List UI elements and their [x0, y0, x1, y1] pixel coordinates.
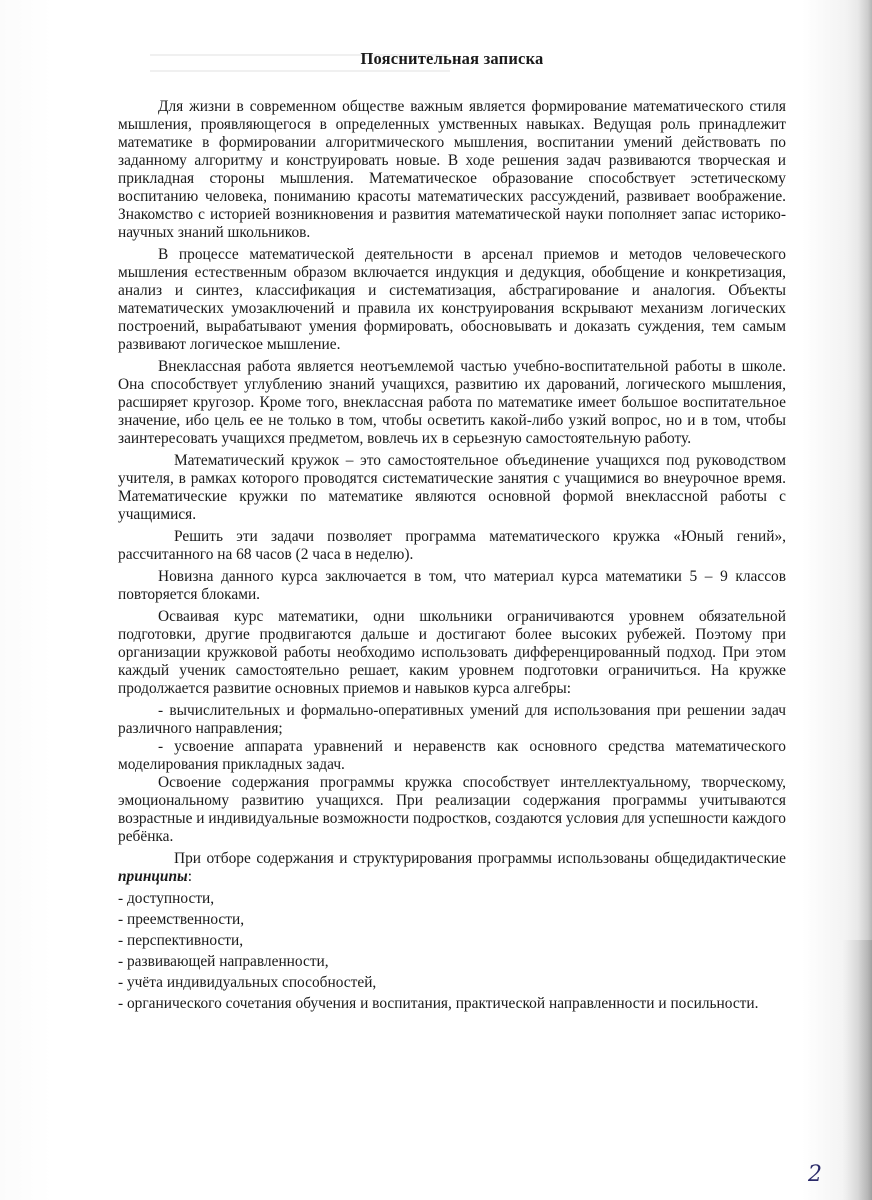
principle-item: - доступности, — [118, 890, 215, 907]
principle-item: - перспективности, — [118, 932, 244, 949]
paragraph-8: Освоение содержания программы кружка способствует интеллектуальному, творческому, эмоциональному развитию учащихся. При реализации содержания программы учитываются возрастные и индивидуальные возможности подростков, создаются условия для успешности каждого ребёнка. — [118, 774, 786, 845]
principles-intro-text: При отборе содержания и структурирования программы использованы общедидактические — [174, 850, 786, 867]
paragraph-1: Для жизни в современном обществе важным является формирование математического стиля мышления, проявляющегося в определенных умственных навыках. Ведущая роль принадлежит математике в формировании алгоритмического мышления, воспитании умений действовать по заданному алгоритму и конструировать новые. В ходе решения задач развиваются творческая и прикладная стороны мышления. Математическое образование способствует эстетическому воспитанию человека, пониманию красоты математических рассуждений, развивает воображение. Знакомство с историей возникновения и развития математической науки пополняет запас историко-научных знаний школьников. — [118, 98, 786, 241]
page-number: 2 — [808, 1162, 822, 1187]
skill-item-1: - вычислительных и формально-оперативных умений для использования при решении задач различного направления; — [118, 702, 786, 737]
document-title: Пояснительная записка — [360, 49, 544, 68]
principle-item: - развивающей направленности, — [118, 953, 329, 970]
principles-intro — [118, 850, 786, 886]
skill-item-2: - усвоение аппарата уравнений и неравенств как основного средства математического моделирования прикладных задач. — [118, 738, 786, 773]
principles-keyword: принципы — [118, 868, 188, 885]
paragraph-7: Осваивая курс математики, одни школьники ограничиваются уровнем обязательной подготовки, другие продвигаются дальше и достигают более высоких рубежей. Поэтому при организации кружковой работы необходимо использовать дифференцированный подход. При этом каждый ученик самостоятельно решает, каким уровнем подготовки ограничиться. На кружке продолжается развитие основных приемов и навыков курса алгебры: — [118, 608, 786, 697]
document-body — [118, 40, 786, 1016]
paragraph-4: Математический кружок – это самостоятельное объединение учащихся под руководством учителя, в рамках которого проводятся систематические занятия с учащимися во внеурочное время. Математические кружки по математике являются основной формой внеклассной работы с учащимися. — [118, 452, 786, 523]
paragraph-3: Внеклассная работа является неотъемлемой частью учебно-воспитательной работы в школе. Она способствует углублению знаний учащихся, развитию их дарований, логического мышления, расширяет кругозор. Кроме того, внеклассная работа по математике имеет большое воспитательное значение, ибо цель ее не только в том, чтобы осветить какой-либо узкий вопрос, но и в том, чтобы заинтересовать учащихся предметом, вовлечь их в серьезную самостоятельную работу. — [118, 358, 786, 447]
principle-item: - преемственности, — [118, 911, 245, 928]
principle-item: - органического сочетания обучения и воспитания, практической направленности и посильности. — [118, 995, 759, 1012]
paragraph-2: В процессе математической деятельности в арсенал приемов и методов человеческого мышления естественным образом включается индукция и дедукция, обобщение и конкретизация, анализ и синтез, классификация и систематизация, абстрагирование и аналогия. Объекты математических умозаключений и правила их конструирования вскрывают механизм логических построений, вырабатывают умения формировать, обосновывать и доказать суждения, тем самым развивают логическое мышление. — [118, 246, 786, 353]
paragraph-5: Решить эти задачи позволяет программа математического кружка «Юный гений», рассчитанного на 68 часов (2 часа в неделю). — [118, 528, 786, 563]
paragraph-6: Новизна данного курса заключается в том, что материал курса математики 5 – 9 классов повторяется блоками. — [118, 568, 786, 603]
principle-item: - учёта индивидуальных способностей, — [118, 974, 377, 991]
principles-colon: : — [187, 868, 192, 885]
principles-list — [118, 890, 786, 1013]
page-corner-shadow — [842, 940, 872, 1200]
